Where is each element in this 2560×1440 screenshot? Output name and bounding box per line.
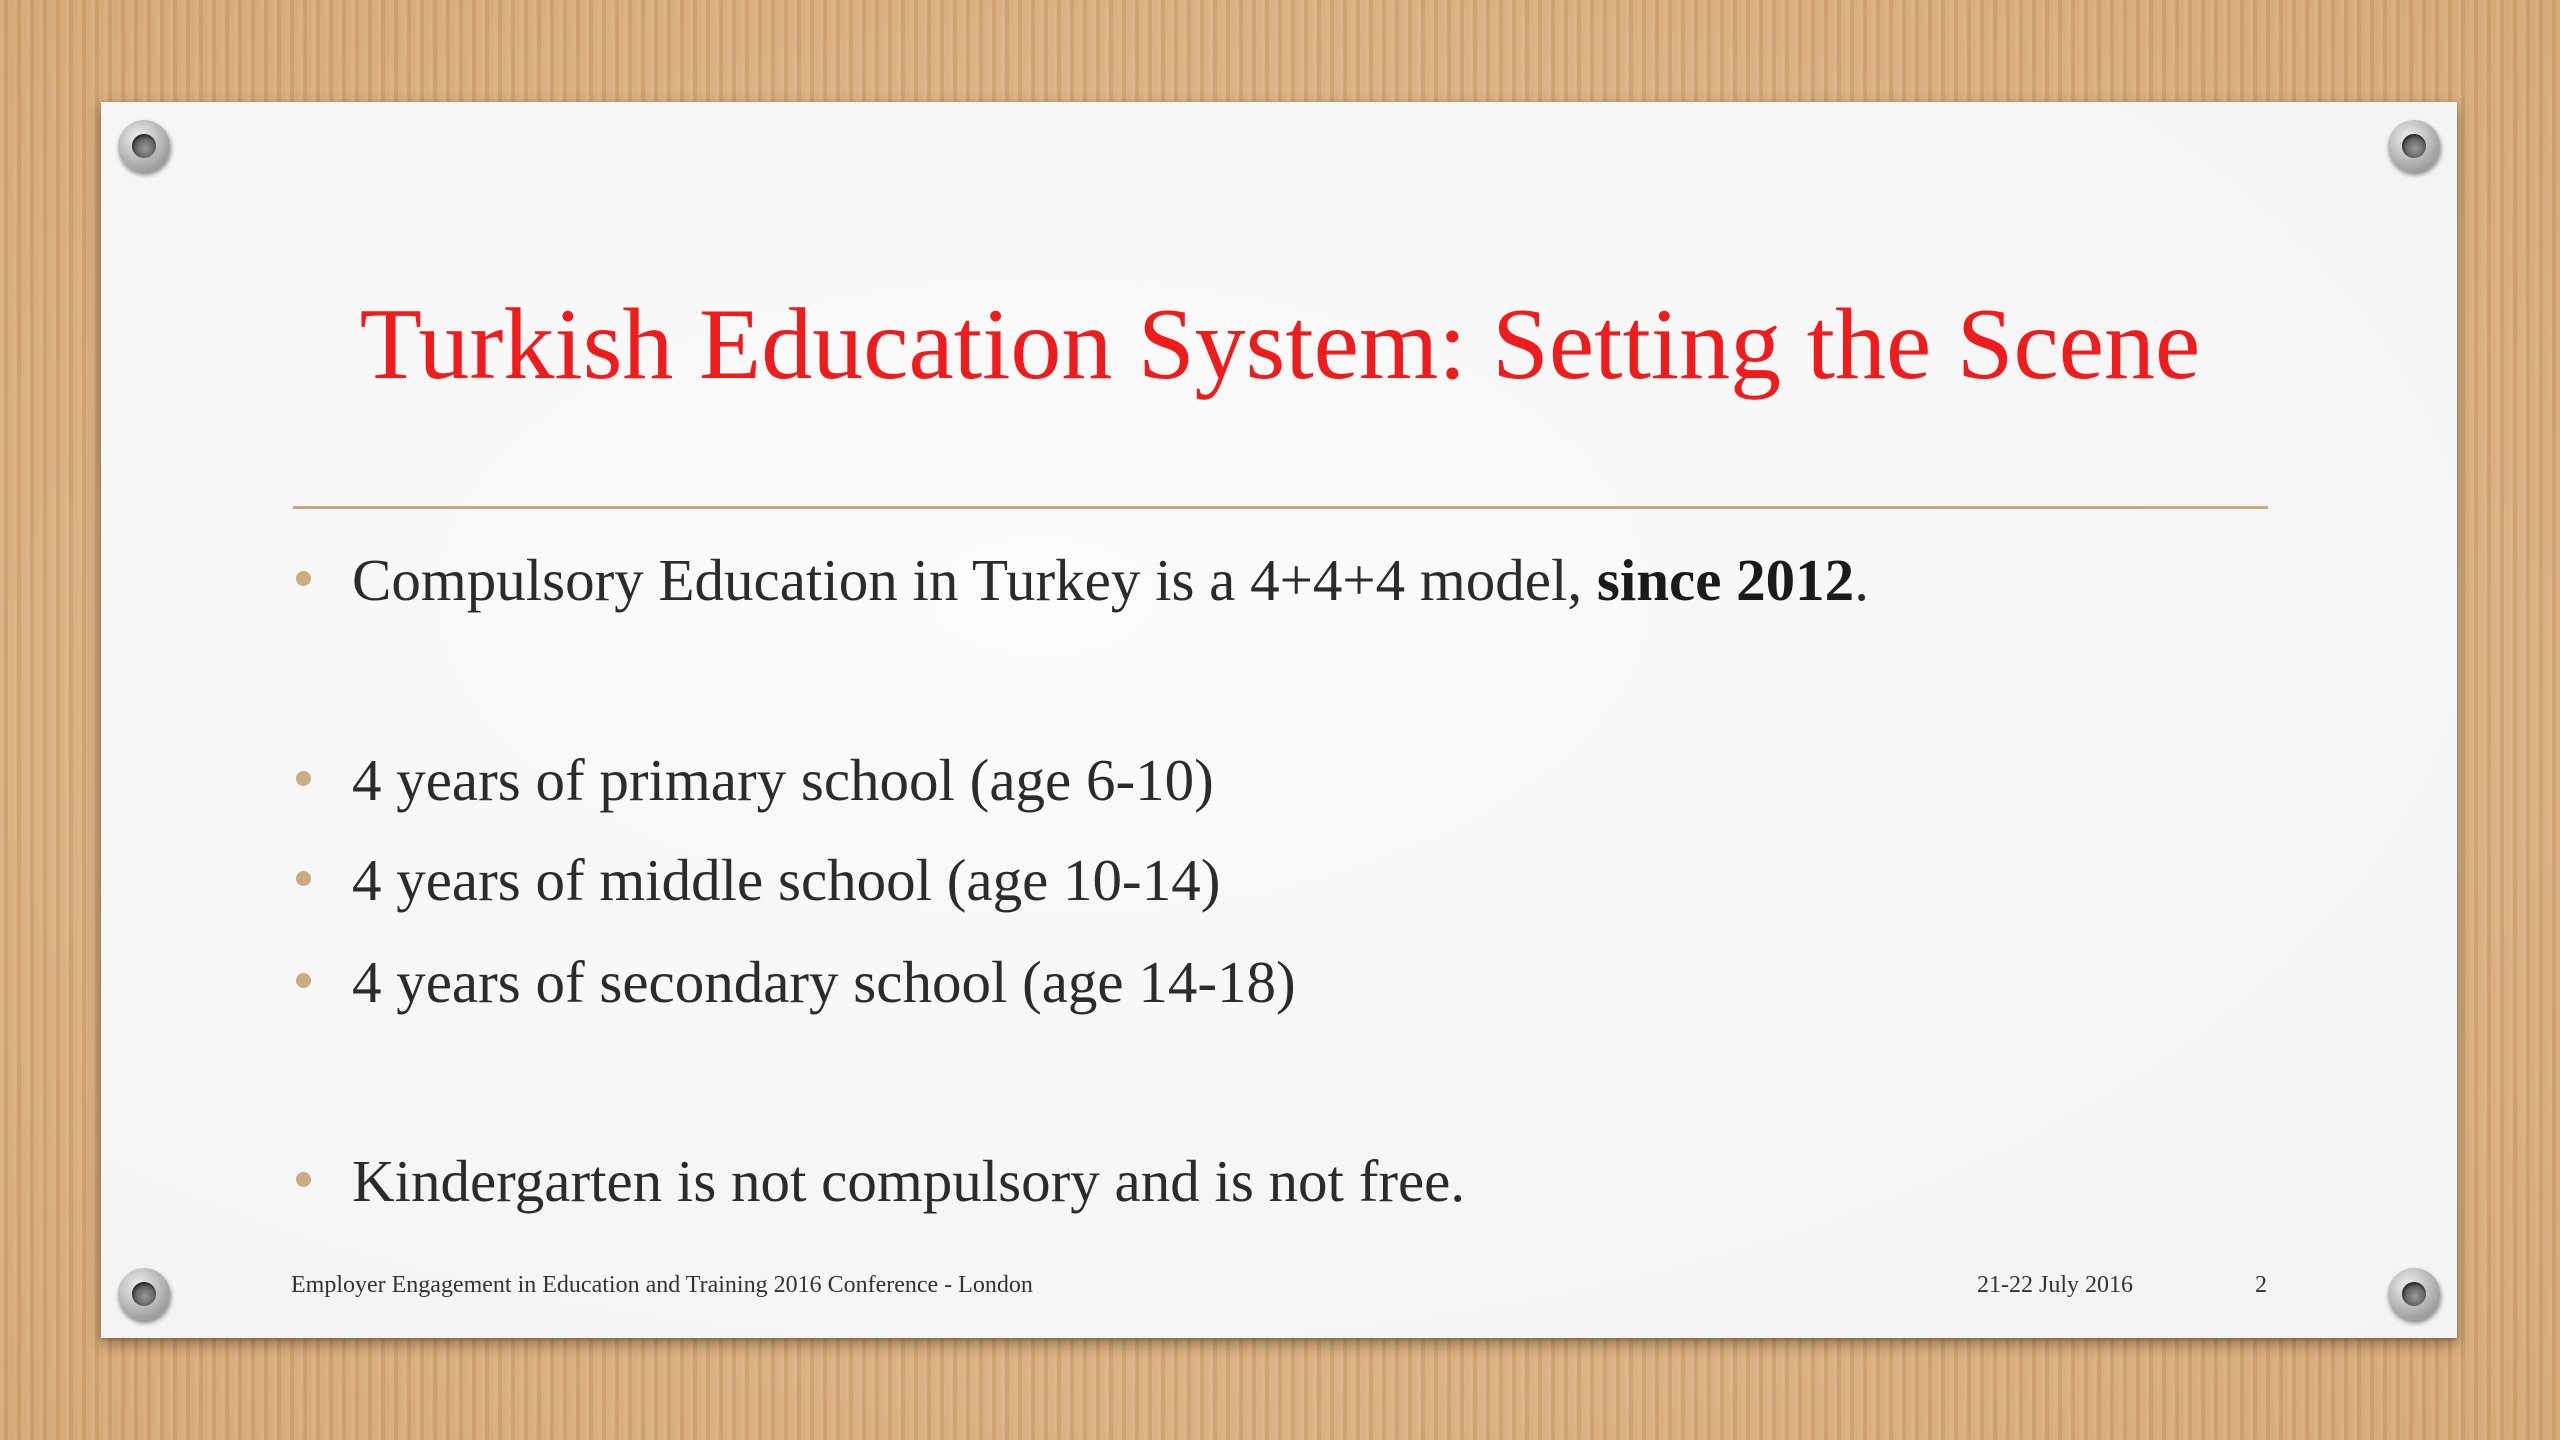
rivet-icon xyxy=(2388,120,2440,172)
bullet-text: Compulsory Education in Turkey is a 4+4+4 model, since 2012. xyxy=(352,547,1869,613)
slide-title: Turkish Education System: Setting the Scene xyxy=(359,288,2201,401)
bullet-text: 4 years of primary school (age 6-10) xyxy=(352,747,1214,813)
bullet-dot xyxy=(296,871,311,886)
bullet-text: 4 years of secondary school (age 14-18) xyxy=(352,949,1296,1015)
bullet-dot xyxy=(296,571,311,586)
bullet-text: 4 years of middle school (age 10-14) xyxy=(352,847,1221,913)
bullet-bold-text: since 2012 xyxy=(1596,547,1855,613)
footer-date: 21-22 July 2016 xyxy=(1977,1272,2133,1298)
bullet-dot xyxy=(296,1172,311,1187)
footer-page-number: 2 xyxy=(2255,1272,2267,1298)
rivet-icon xyxy=(118,120,170,172)
rivet-icon xyxy=(2388,1268,2440,1320)
bullet-dot xyxy=(296,771,311,786)
bullet-dot xyxy=(296,973,311,988)
footer-conference: Employer Engagement in Education and Training 2016 Conference - London xyxy=(291,1272,1033,1298)
title-divider xyxy=(293,506,2268,509)
rivet-icon xyxy=(118,1268,170,1320)
bullet-text: Kindergarten is not compulsory and is not free. xyxy=(352,1148,1466,1214)
